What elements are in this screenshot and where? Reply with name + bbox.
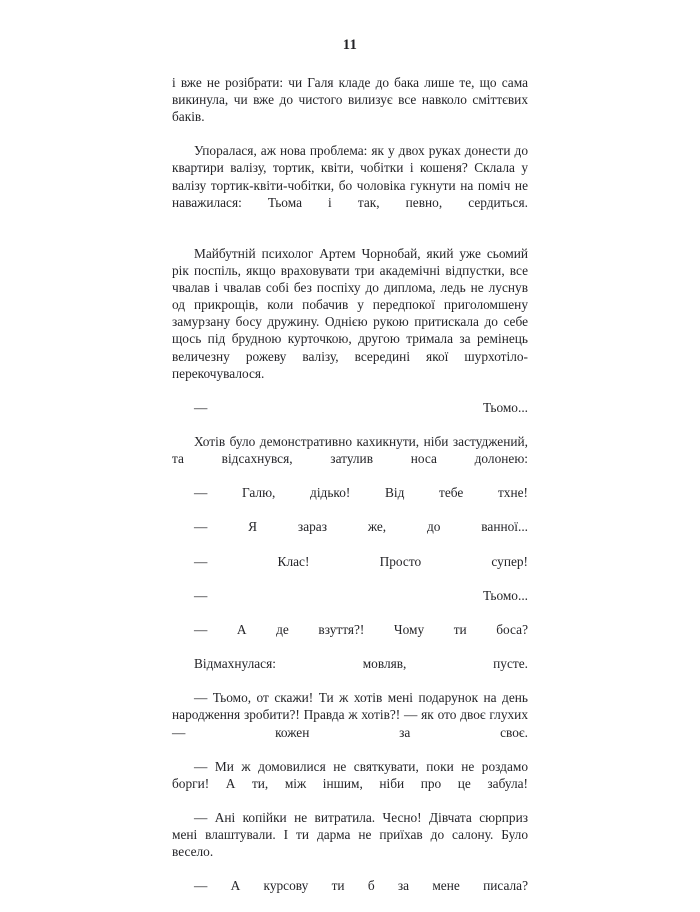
paragraph: і вже не розібрати: чи Галя кладе до бака лише те, що сама викинула, чи вже до чистого вилизує все навколо сміттєвих баків. <box>172 75 528 125</box>
body-text <box>172 74 528 912</box>
dialogue-line: — Тьомо, от скажи! Ти ж хотів мені подарунок на день народження зробити?! Правда ж хотів?! — як ото двоє глухих — кожен за своє. <box>172 690 528 740</box>
paragraph: Хотів було демонстративно кахикнути, ніби застуджений, та відсахнувся, затулив носа долонею: <box>172 433 528 467</box>
page-number: 11 <box>342 37 358 53</box>
dialogue-line: — Ані копійки не витратила. Чесно! Дівчата сюрприз мені влаштували. І ти дарма не приїхав до салону. Було весело. <box>172 810 528 860</box>
dialogue-line: — Ми ж домовилися не святкувати, поки не роздамо борги! А ти, між іншим, ніби про це забула! <box>172 758 528 791</box>
paragraph: Упоралася, аж нова проблема: як у двох руках донести до квартири валізу, тортик, квіти, чобітки і кошеня? Склала у валізу тортик-квіти-чобітки, бо чоловіка гукнути на поміч не наважилася: Тьома і так, певно, сердиться. <box>172 143 528 210</box>
paragraph: Майбутній психолог Артем Чорнобай, який уже сьомий рік поспіль, якщо враховувати три академічні відпустки, все чвалав і чвалав собі без поспіху до диплома, ледь не луснув од прикрощів, коли побачив у передпокої приголомшену замурзану босу дружину. Однією рукою притискала до себе щось під брудною курточкою, другою тримала за ремінець величезну рожеву валізу, всередині якої шурхотіло-перекочувалося. <box>172 245 528 381</box>
scene-break <box>172 228 528 245</box>
dialogue-line: — Галю, дідько! Від тебе тхне! <box>194 485 528 501</box>
dialogue-line: — Я зараз же, до ванної... <box>194 519 528 535</box>
dialogue-line: — А курсову ти б за мене писала? <box>194 878 528 894</box>
dialogue-line: — Клас! Просто супер! <box>194 553 528 569</box>
dialogue-line: — Тьомо... <box>194 587 528 603</box>
dialogue-line: — А де взуття?! Чому ти боса? <box>194 622 528 637</box>
dialogue-line: — Тьомо... <box>194 399 528 415</box>
paragraph: Відмахнулася: мовляв, пусте. <box>194 656 528 672</box>
